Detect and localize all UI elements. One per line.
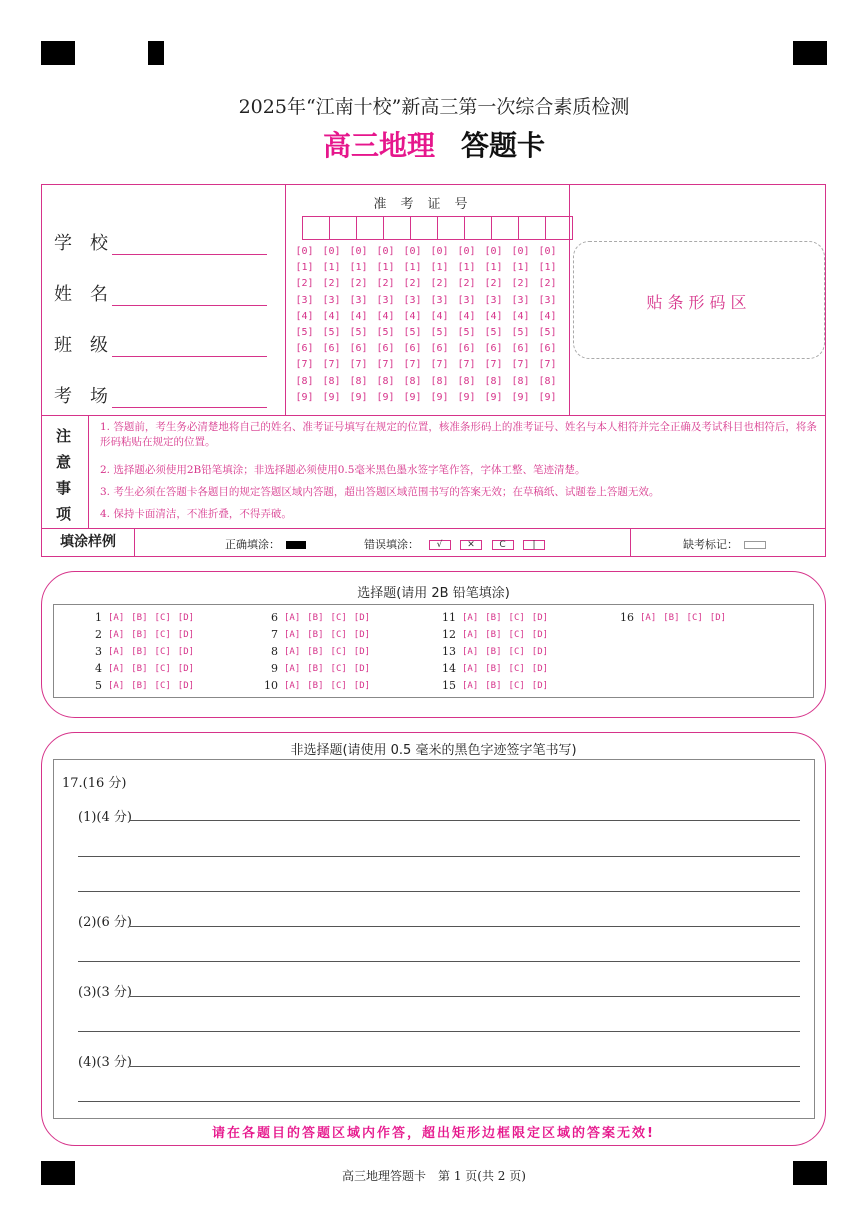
digit-bubble[interactable]: [1] xyxy=(295,262,314,274)
digit-bubble[interactable]: [1] xyxy=(403,262,422,274)
question-number: 11 xyxy=(442,611,456,624)
question-number: 9 xyxy=(271,662,278,675)
choice-question-row xyxy=(74,611,201,624)
digit-bubble-row xyxy=(291,343,561,359)
choice-bubble[interactable]: [B] xyxy=(307,646,324,657)
circle-mark-icon: C xyxy=(492,540,514,550)
digit-bubble[interactable]: [6] xyxy=(538,343,557,355)
choice-bubble[interactable]: [B] xyxy=(131,612,148,623)
digit-bubble[interactable]: [1] xyxy=(538,262,557,274)
subjective-section xyxy=(41,732,826,1146)
digit-bubble[interactable]: [2] xyxy=(430,278,449,290)
notice-item: 4. 保持卡面清洁，不准折叠，不得弄破。 xyxy=(100,508,292,520)
question-17-part-1: (1)(4 分) xyxy=(78,810,132,825)
exam-number-digit-box[interactable] xyxy=(356,216,384,240)
question-number: 5 xyxy=(95,679,102,692)
digit-bubble[interactable]: [2] xyxy=(403,278,422,290)
digit-bubble[interactable]: [8] xyxy=(376,375,395,387)
choice-bubble[interactable]: [C] xyxy=(330,629,347,640)
answer-card-label: 答题卡 xyxy=(461,129,546,162)
choice-bubble[interactable]: [C] xyxy=(330,646,347,657)
digit-bubble[interactable]: [7] xyxy=(322,359,341,371)
choice-bubble[interactable]: [A] xyxy=(284,612,301,623)
choice-bubble[interactable]: [C] xyxy=(508,646,525,657)
digit-bubble-row xyxy=(291,359,561,375)
question-17-part-3: (3)(3 分) xyxy=(78,985,132,1000)
choice-question-row xyxy=(250,611,377,624)
choice-bubble[interactable]: [B] xyxy=(307,663,324,674)
choice-bubble[interactable]: [A] xyxy=(108,663,125,674)
choice-bubble[interactable]: [D] xyxy=(177,663,195,674)
choice-bubble[interactable]: [A] xyxy=(108,646,125,657)
digit-bubble[interactable]: [5] xyxy=(457,326,476,338)
digit-bubble[interactable]: [2] xyxy=(511,278,530,290)
choice-bubble[interactable]: [A] xyxy=(108,629,125,640)
digit-bubble[interactable]: [2] xyxy=(484,278,503,290)
choice-bubble[interactable]: [B] xyxy=(485,663,502,674)
digit-bubble[interactable]: [6] xyxy=(457,343,476,355)
choice-bubble[interactable]: [D] xyxy=(177,629,195,640)
choice-bubble[interactable]: [D] xyxy=(353,646,371,657)
digit-bubble[interactable]: [4] xyxy=(457,310,476,322)
choice-question-row xyxy=(428,628,555,641)
digit-bubble[interactable]: [6] xyxy=(403,343,422,355)
exam-number-digit-box[interactable] xyxy=(302,216,330,240)
digit-bubble[interactable]: [2] xyxy=(295,278,314,290)
digit-bubble[interactable]: [0] xyxy=(349,246,368,257)
digit-bubble[interactable]: [7] xyxy=(376,359,395,371)
student-info-section xyxy=(41,184,826,416)
digit-bubble[interactable]: [2] xyxy=(349,278,368,290)
choice-bubble[interactable]: [C] xyxy=(154,646,171,657)
digit-bubble[interactable]: [7] xyxy=(430,359,449,371)
exam-number-section xyxy=(285,185,570,415)
choice-bubble[interactable]: [A] xyxy=(640,612,657,623)
question-number: 7 xyxy=(271,628,278,641)
digit-bubble-row xyxy=(291,327,561,343)
exam-number-digit-box[interactable] xyxy=(410,216,438,240)
digit-bubble[interactable]: [4] xyxy=(484,310,503,322)
digit-bubble[interactable]: [9] xyxy=(538,391,557,403)
choice-bubble[interactable]: [B] xyxy=(663,612,680,623)
exam-number-boxes[interactable] xyxy=(302,216,572,240)
question-number: 4 xyxy=(95,662,102,675)
digit-bubble[interactable]: [6] xyxy=(511,343,530,355)
exam-title: 2025年“江南十校”新高三第一次综合素质检测 xyxy=(238,96,630,118)
digit-bubble[interactable]: [9] xyxy=(295,391,314,403)
choice-bubble[interactable]: [A] xyxy=(462,680,479,691)
notice-item: 1. 答题前，考生务必清楚地将自己的姓名、准考证号填写在规定的位置，核准条形码上的准考证号、姓名与本人相符并完全正确及考试科目也相符后，将条形码粘贴在规定的位置。 xyxy=(100,421,817,448)
choice-bubble[interactable]: [B] xyxy=(131,646,148,657)
question-number: 14 xyxy=(442,662,456,675)
digit-bubble[interactable]: [8] xyxy=(403,375,422,387)
choice-bubble[interactable]: [A] xyxy=(462,646,479,657)
digit-bubble[interactable]: [1] xyxy=(349,262,368,274)
correct-fill-example: 正确填涂： xyxy=(225,536,306,552)
digit-bubble[interactable]: [5] xyxy=(430,326,449,338)
choice-bubble[interactable]: [D] xyxy=(353,663,371,674)
notice-section xyxy=(41,415,826,529)
subjective-section-title: 非选择题(请使用 0.5 毫米的黑色字迹签字笔书写) xyxy=(290,743,577,758)
registration-mark-top-left xyxy=(41,41,75,65)
question-number: 3 xyxy=(95,645,102,658)
choice-bubble[interactable]: [A] xyxy=(284,629,301,640)
choice-bubble[interactable]: [C] xyxy=(508,629,525,640)
digit-bubble[interactable]: [7] xyxy=(511,359,530,371)
digit-bubble[interactable]: [6] xyxy=(484,343,503,355)
name-field[interactable]: 姓 名 xyxy=(54,280,267,306)
cross-mark-icon: ✕ xyxy=(460,540,482,550)
digit-bubble[interactable]: [9] xyxy=(457,391,476,403)
choice-question-row xyxy=(74,628,201,641)
digit-bubble[interactable]: [6] xyxy=(430,343,449,355)
digit-bubble[interactable]: [3] xyxy=(538,294,557,306)
digit-bubble[interactable]: [8] xyxy=(349,375,368,387)
digit-bubble[interactable]: [8] xyxy=(430,375,449,387)
digit-bubble[interactable]: [9] xyxy=(430,391,449,403)
choice-bubble[interactable]: [D] xyxy=(353,680,371,691)
registration-mark-top-right xyxy=(793,41,827,65)
choice-bubble[interactable]: [C] xyxy=(330,663,347,674)
digit-bubble[interactable]: [3] xyxy=(376,294,395,306)
exam-room-field[interactable]: 考 场 xyxy=(54,382,267,408)
digit-bubble[interactable]: [7] xyxy=(295,359,314,371)
digit-bubble-row xyxy=(291,278,561,294)
digit-bubble[interactable]: [4] xyxy=(403,310,422,322)
digit-bubble[interactable]: [0] xyxy=(484,246,503,257)
choice-question-row xyxy=(74,679,201,692)
subject-title: 高三地理 xyxy=(322,129,435,162)
choice-bubble[interactable]: [D] xyxy=(177,646,195,657)
choice-bubble[interactable]: [D] xyxy=(531,646,549,657)
choice-bubble[interactable]: [D] xyxy=(709,612,727,623)
digit-bubble[interactable]: [0] xyxy=(430,246,449,257)
choice-bubble[interactable]: [C] xyxy=(508,680,525,691)
school-field[interactable]: 学 校 xyxy=(54,229,267,255)
digit-bubble[interactable]: [8] xyxy=(484,375,503,387)
fill-sample-label: 填涂样例 xyxy=(42,529,135,556)
digit-bubble[interactable]: [9] xyxy=(376,391,395,403)
choice-bubble[interactable]: [D] xyxy=(177,612,195,623)
choice-bubble[interactable]: [D] xyxy=(531,663,549,674)
digit-bubble-row xyxy=(291,246,561,262)
choice-bubble[interactable]: [C] xyxy=(508,612,525,623)
choice-question-row xyxy=(250,645,377,658)
fill-sample-row xyxy=(41,529,826,557)
exam-number-title: 准考证号 xyxy=(373,197,482,212)
choice-bubble[interactable]: [B] xyxy=(131,663,148,674)
choice-bubble[interactable]: [C] xyxy=(686,612,703,623)
registration-mark-top-mid xyxy=(148,41,164,65)
multiple-choice-section xyxy=(41,571,826,718)
choice-bubble[interactable]: [A] xyxy=(284,646,301,657)
digit-bubble[interactable]: [0] xyxy=(376,246,395,257)
digit-bubble[interactable]: [5] xyxy=(403,326,422,338)
digit-bubble[interactable]: [1] xyxy=(511,262,530,274)
choice-question-row xyxy=(606,611,733,624)
choice-bubble[interactable]: [A] xyxy=(462,612,479,623)
notice-item: 3. 考生必须在答题卡各题目的规定答题区域内答题，超出答题区域范围书写的答案无效；在草稿纸、试题卷上答题无效。 xyxy=(100,486,660,498)
line-mark-icon: | xyxy=(523,540,545,550)
digit-bubble[interactable]: [1] xyxy=(322,262,341,274)
page-footer: 高三地理答题卡 第 1 页(共 2 页) xyxy=(342,1169,526,1183)
question-17-answer-box[interactable] xyxy=(53,759,815,1119)
answer-area-warning: 请在各题目的答题区域内作答，超出矩形边框限定区域的答案无效! xyxy=(212,1126,655,1141)
digit-bubble[interactable]: [3] xyxy=(322,294,341,306)
digit-bubble[interactable]: [1] xyxy=(457,262,476,274)
exam-number-digit-box[interactable] xyxy=(464,216,492,240)
digit-bubble[interactable]: [7] xyxy=(403,359,422,371)
digit-bubble[interactable]: [8] xyxy=(511,375,530,387)
choice-bubble[interactable]: [B] xyxy=(485,646,502,657)
choice-bubble[interactable]: [B] xyxy=(485,629,502,640)
choice-bubble[interactable]: [C] xyxy=(154,629,171,640)
digit-bubble[interactable]: [2] xyxy=(322,278,341,290)
digit-bubble[interactable]: [3] xyxy=(403,294,422,306)
exam-number-digit-box[interactable] xyxy=(329,216,357,240)
digit-bubble[interactable]: [0] xyxy=(295,246,314,257)
choice-bubble[interactable]: [B] xyxy=(307,629,324,640)
choice-bubble[interactable]: [C] xyxy=(508,663,525,674)
choice-bubble[interactable]: [C] xyxy=(154,680,171,691)
check-mark-icon: √ xyxy=(429,540,451,550)
digit-bubble[interactable]: [6] xyxy=(322,343,341,355)
digit-bubble[interactable]: [2] xyxy=(538,278,557,290)
exam-number-digit-box[interactable] xyxy=(518,216,546,240)
choice-bubble[interactable]: [B] xyxy=(131,680,148,691)
digit-bubble[interactable]: [0] xyxy=(457,246,476,257)
choice-question-row xyxy=(74,645,201,658)
digit-bubble[interactable]: [4] xyxy=(376,310,395,322)
digit-bubble-row xyxy=(291,392,561,408)
digit-bubble[interactable]: [8] xyxy=(322,375,341,387)
digit-bubble[interactable]: [1] xyxy=(376,262,395,274)
digit-bubble[interactable]: [1] xyxy=(484,262,503,274)
question-number: 12 xyxy=(442,628,456,641)
choice-bubble[interactable]: [A] xyxy=(462,629,479,640)
choice-bubble[interactable]: [C] xyxy=(154,663,171,674)
barcode-area: 贴条形码区 xyxy=(573,241,825,359)
digit-bubble[interactable]: [3] xyxy=(295,294,314,306)
choice-bubble[interactable]: [A] xyxy=(284,680,301,691)
notice-item: 2. 选择题必须使用2B铅笔填涂；非选择题必须使用0.5毫米黑色墨水签字笔作答，字体工整、笔迹清楚。 xyxy=(100,464,586,476)
choice-question-row xyxy=(250,679,377,692)
choice-bubble[interactable]: [B] xyxy=(485,612,502,623)
digit-bubble[interactable]: [8] xyxy=(457,375,476,387)
digit-bubble[interactable]: [3] xyxy=(457,294,476,306)
question-number: 13 xyxy=(442,645,456,658)
choice-question-row xyxy=(428,645,555,658)
digit-bubble[interactable]: [7] xyxy=(349,359,368,371)
digit-bubble[interactable]: [7] xyxy=(538,359,557,371)
choice-answer-box xyxy=(53,604,814,698)
digit-bubble[interactable]: [6] xyxy=(349,343,368,355)
digit-bubble[interactable]: [1] xyxy=(430,262,449,274)
choice-bubble[interactable]: [D] xyxy=(353,612,371,623)
digit-bubble[interactable]: [9] xyxy=(484,391,503,403)
question-number: 6 xyxy=(271,611,278,624)
digit-bubble[interactable]: [5] xyxy=(538,326,557,338)
digit-bubble[interactable]: [3] xyxy=(511,294,530,306)
question-number: 10 xyxy=(264,679,278,692)
choice-bubble[interactable]: [D] xyxy=(531,680,549,691)
digit-bubble[interactable]: [9] xyxy=(403,391,422,403)
notice-heading: 注 意 事 项 xyxy=(42,415,89,528)
digit-bubble[interactable]: [5] xyxy=(349,326,368,338)
choice-bubble[interactable]: [C] xyxy=(330,612,347,623)
question-17-part-2: (2)(6 分) xyxy=(78,915,132,930)
digit-bubble[interactable]: [4] xyxy=(349,310,368,322)
exam-number-digit-box[interactable] xyxy=(383,216,411,240)
digit-bubble-row xyxy=(291,376,561,392)
choice-bubble[interactable]: [D] xyxy=(531,629,549,640)
digit-bubble[interactable]: [0] xyxy=(538,246,557,257)
choice-bubble[interactable]: [D] xyxy=(353,629,371,640)
exam-number-digit-box[interactable] xyxy=(545,216,573,240)
choice-bubble[interactable]: [A] xyxy=(462,663,479,674)
choice-question-row xyxy=(74,662,201,675)
digit-bubble[interactable]: [4] xyxy=(295,310,314,322)
choice-bubble[interactable]: [A] xyxy=(284,663,301,674)
choice-question-row xyxy=(428,611,555,624)
class-field[interactable]: 班 级 xyxy=(54,331,267,357)
choice-bubble[interactable]: [C] xyxy=(330,680,347,691)
choice-bubble[interactable]: [B] xyxy=(131,629,148,640)
digit-bubble[interactable]: [4] xyxy=(430,310,449,322)
digit-bubble[interactable]: [4] xyxy=(538,310,557,322)
digit-bubble[interactable]: [4] xyxy=(322,310,341,322)
digit-bubble-row xyxy=(291,311,561,327)
question-number: 8 xyxy=(271,645,278,658)
choice-question-row xyxy=(250,662,377,675)
choice-bubble[interactable]: [D] xyxy=(531,612,549,623)
choice-question-row xyxy=(428,679,555,692)
question-17-part-4: (4)(3 分) xyxy=(78,1055,132,1070)
choice-bubble[interactable]: [B] xyxy=(307,612,324,623)
choice-bubble[interactable]: [B] xyxy=(485,680,502,691)
digit-bubble[interactable]: [2] xyxy=(376,278,395,290)
choice-bubble[interactable]: [D] xyxy=(177,680,195,691)
choice-question-row xyxy=(250,628,377,641)
digit-bubble[interactable]: [9] xyxy=(349,391,368,403)
digit-bubble[interactable]: [0] xyxy=(511,246,530,257)
digit-bubble[interactable]: [4] xyxy=(511,310,530,322)
choice-question-row xyxy=(428,662,555,675)
exam-number-digit-box[interactable] xyxy=(437,216,465,240)
wrong-fill-example: 错误填涂： √ ✕ C | xyxy=(364,536,545,552)
choice-bubble[interactable]: [B] xyxy=(307,680,324,691)
digit-bubble[interactable]: [0] xyxy=(403,246,422,257)
card-title xyxy=(0,124,868,164)
digit-bubble[interactable]: [6] xyxy=(376,343,395,355)
exam-number-digit-box[interactable] xyxy=(491,216,519,240)
choice-bubble[interactable]: [A] xyxy=(108,680,125,691)
digit-bubble[interactable]: [3] xyxy=(430,294,449,306)
question-number: 15 xyxy=(442,679,456,692)
digit-bubble[interactable]: [8] xyxy=(295,375,314,387)
digit-bubble[interactable]: [2] xyxy=(457,278,476,290)
digit-bubble[interactable]: [9] xyxy=(322,391,341,403)
digit-bubble[interactable]: [5] xyxy=(484,326,503,338)
question-number: 2 xyxy=(95,628,102,641)
digit-bubble[interactable]: [5] xyxy=(322,326,341,338)
choice-bubble[interactable]: [C] xyxy=(154,612,171,623)
question-17-label: 17.(16 分) xyxy=(62,776,127,791)
question-number: 1 xyxy=(95,611,102,624)
choice-section-title: 选择题(请用 2B 铅笔填涂) xyxy=(357,586,510,601)
absent-mark[interactable]: 缺考标记： xyxy=(683,536,766,552)
digit-bubble-row xyxy=(291,295,561,311)
digit-bubble[interactable]: [7] xyxy=(457,359,476,371)
digit-bubble[interactable]: [6] xyxy=(295,343,314,355)
question-number: 16 xyxy=(620,611,634,624)
digit-bubble[interactable]: [3] xyxy=(484,294,503,306)
choice-bubble[interactable]: [A] xyxy=(108,612,125,623)
digit-bubble[interactable]: [0] xyxy=(322,246,341,257)
exam-number-bubbles[interactable] xyxy=(291,246,561,408)
digit-bubble[interactable]: [9] xyxy=(511,391,530,403)
digit-bubble[interactable]: [5] xyxy=(295,326,314,338)
digit-bubble[interactable]: [3] xyxy=(349,294,368,306)
digit-bubble[interactable]: [8] xyxy=(538,375,557,387)
digit-bubble[interactable]: [7] xyxy=(484,359,503,371)
digit-bubble-row xyxy=(291,262,561,278)
digit-bubble[interactable]: [5] xyxy=(511,326,530,338)
digit-bubble[interactable]: [5] xyxy=(376,326,395,338)
